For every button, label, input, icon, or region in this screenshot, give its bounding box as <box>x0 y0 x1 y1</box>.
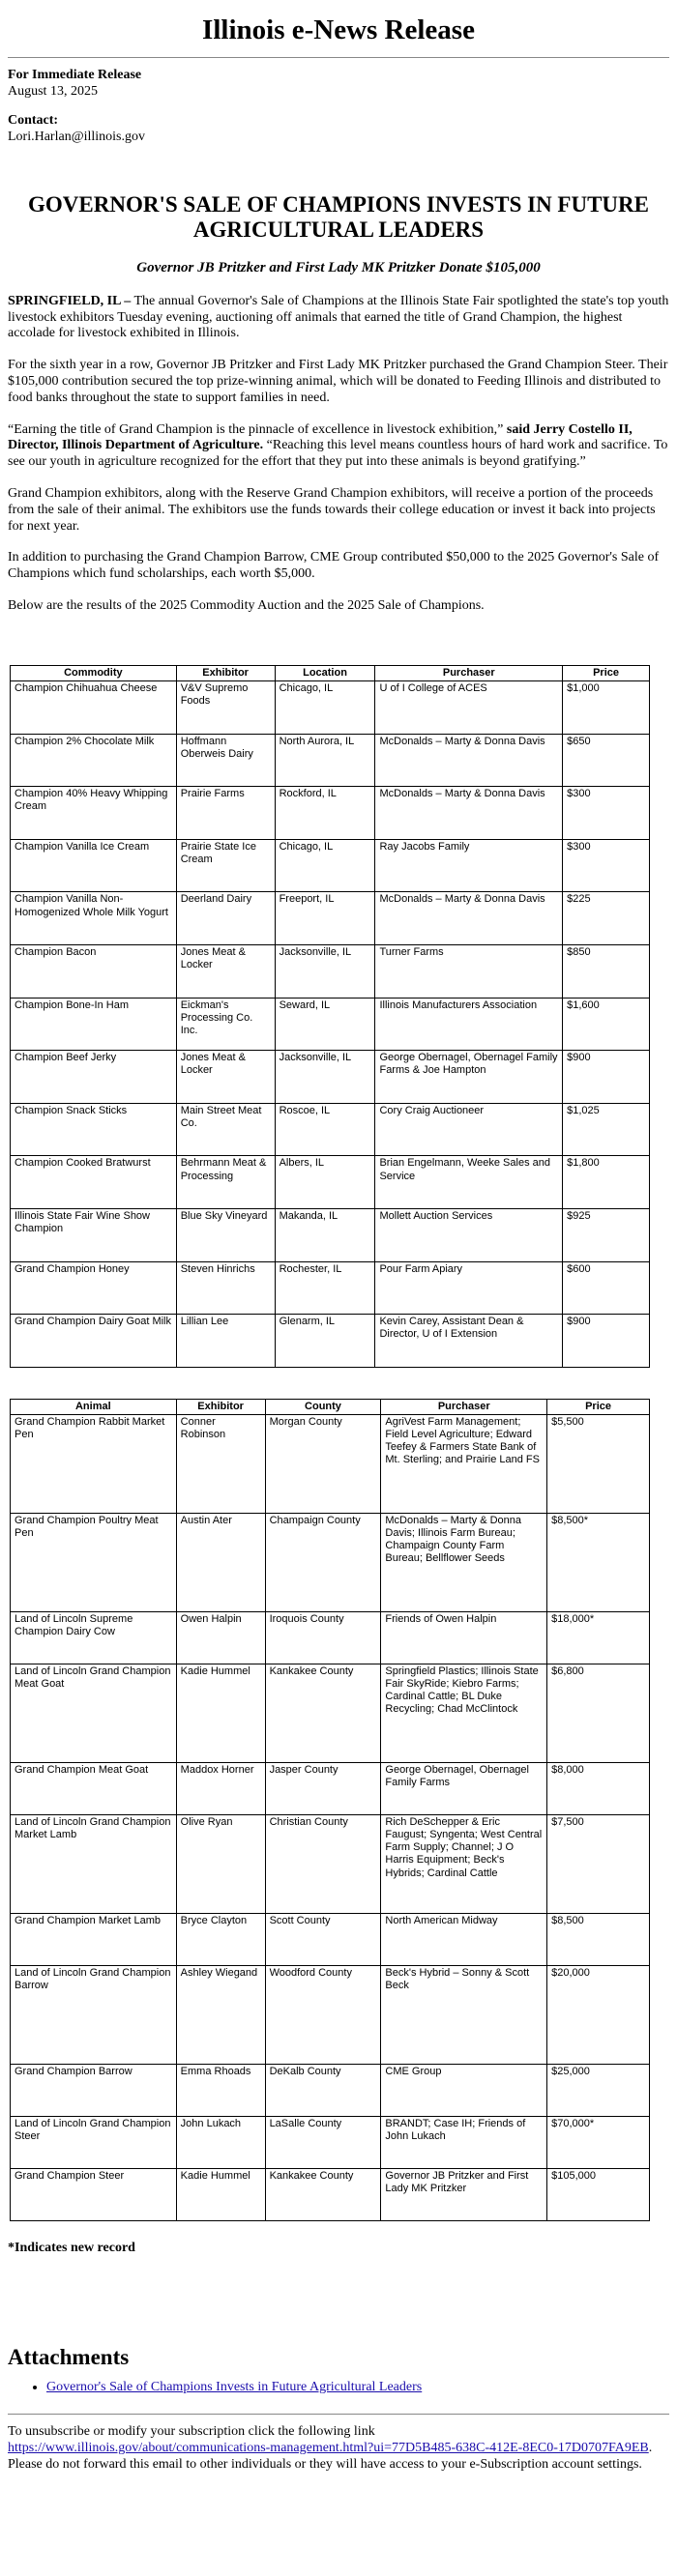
table-row <box>11 1051 650 1104</box>
paragraph-2: For the sixth year in a row, Governor JB Pritzker and First Lady MK Pritzker purchased the Grand Champion Steer. Their $105,000 contribution secured the top prize-winning animal, which will be donated to Feeding Illinois and distributed to food banks throughout the state to support families in need. <box>8 358 668 405</box>
table-cell: Woodford County <box>265 1965 381 2064</box>
table-cell: Champion Vanilla Ice Cream <box>11 839 177 892</box>
table-cell: Hoffmann Oberweis Dairy <box>176 734 275 787</box>
subheadline: Governor JB Pritzker and First Lady MK Pritzker Donate $105,000 <box>136 259 541 275</box>
commodity-auction-table <box>10 665 650 1368</box>
attachments-heading: Attachments <box>8 2344 130 2369</box>
table-cell: John Lukach <box>176 2116 265 2168</box>
column-header: Animal <box>11 1399 177 1414</box>
attachment-link[interactable]: Governor's Sale of Champions Invests in Future Agricultural Leaders <box>46 2380 423 2395</box>
table-cell: Albers, IL <box>275 1156 375 1209</box>
table-cell: Friends of Owen Halpin <box>381 1611 547 1664</box>
table-cell: Grand Champion Rabbit Market Pen <box>11 1414 177 1513</box>
paragraph-5: In addition to purchasing the Grand Champion Barrow, CME Group contributed $50,000 to the 2025 Governor's Sale of Champions which fund scholarships, each worth $5,000. <box>8 550 660 582</box>
release-meta <box>8 68 669 146</box>
column-header: Exhibitor <box>176 1399 265 1414</box>
divider <box>8 57 669 58</box>
immediate-label: For Immediate Release <box>8 67 142 82</box>
table-cell: $5,500 <box>547 1414 650 1513</box>
table-cell: Chicago, IL <box>275 681 375 735</box>
table-cell: George Obernagel, Obernagel Family Farms & Joe Hampton <box>375 1051 563 1104</box>
table-cell: North American Midway <box>381 1913 547 1965</box>
table-cell: Mollett Auction Services <box>375 1208 563 1261</box>
headline: GOVERNOR'S SALE OF CHAMPIONS INVESTS IN FUTURE AGRICULTURAL LEADERS <box>28 191 649 243</box>
table-cell: Illinois State Fair Wine Show Champion <box>11 1208 177 1261</box>
paragraph-3: “Earning the title of Grand Champion is the pinnacle of excellence in livestock exhibition,” said Jerry Costello II, Director, Illinois Department of Agriculture. “Reaching this level means countless hours of hard work and sacrifice. To see our youth in agriculture recognized for the effort that they put into these animals is beyond gratifying.” <box>8 421 668 470</box>
table-cell: Austin Ater <box>176 1513 265 1611</box>
table-cell: Grand Champion Meat Goat <box>11 1762 177 1814</box>
table-row <box>11 681 650 735</box>
table-row <box>11 1965 650 2064</box>
table-cell: Grand Champion Market Lamb <box>11 1913 177 1965</box>
table-row <box>11 892 650 945</box>
table-cell: Prairie State Ice Cream <box>176 839 275 892</box>
table-cell: Ray Jacobs Family <box>375 839 563 892</box>
table-cell: Bryce Clayton <box>176 1913 265 1965</box>
site-title: Illinois e-News Release <box>202 14 475 45</box>
table-cell: Kevin Carey, Assistant Dean & Director, U of I Extension <box>375 1315 563 1368</box>
sale-of-champions-table <box>10 1399 650 2221</box>
table-cell: $600 <box>563 1261 650 1315</box>
table-row <box>11 1156 650 1209</box>
table-cell: Owen Halpin <box>176 1611 265 1664</box>
table-cell: Maddox Horner <box>176 1762 265 1814</box>
table-cell: $900 <box>563 1315 650 1368</box>
paragraph-1: SPRINGFIELD, IL – The annual Governor's Sale of Champions at the Illinois State Fair spotlighted the state's top youth livestock exhibitors Tuesday evening, auctioning off animals that earned the title of Grand Champion, the highest accolade for livestock exhibited in Illinois. <box>8 293 669 341</box>
table-cell: $900 <box>563 1051 650 1104</box>
table-row <box>11 1513 650 1611</box>
table-row <box>11 2064 650 2116</box>
table-cell: Main Street Meat Co. <box>176 1103 275 1156</box>
table-cell: Turner Farms <box>375 944 563 998</box>
table-cell: Champion Snack Sticks <box>11 1103 177 1156</box>
table-cell: V&V Supremo Foods <box>176 681 275 735</box>
table-cell: $1,600 <box>563 998 650 1051</box>
table-cell: Brian Engelmann, Weeke Sales and Service <box>375 1156 563 1209</box>
table-cell: AgriVest Farm Management; Field Level Agriculture; Edward Teefey & Farmers State Bank of Mt. Sterling; and Prairie Land FS <box>381 1414 547 1513</box>
table-header-row <box>11 1399 650 1414</box>
table-cell: Chicago, IL <box>275 839 375 892</box>
table-cell: $925 <box>563 1208 650 1261</box>
table-cell: Glenarm, IL <box>275 1315 375 1368</box>
table-cell: Kankakee County <box>265 2168 381 2220</box>
column-header: Price <box>547 1399 650 1414</box>
table-cell: George Obernagel, Obernagel Family Farms <box>381 1762 547 1814</box>
table-cell: $1,000 <box>563 681 650 735</box>
table-cell: Steven Hinrichs <box>176 1261 275 1315</box>
table-cell: $650 <box>563 734 650 787</box>
table-cell: Christian County <box>265 1814 381 1913</box>
table-cell: Rich DeSchepper & Eric Faugust; Syngenta; West Central Farm Supply; Channel; J O Harris Equipment; Beck's Hybrids; Cardinal Cattle <box>381 1814 547 1913</box>
table-cell: Beck's Hybrid – Sonny & Scott Beck <box>381 1965 547 2064</box>
table-cell: Champion Cooked Bratwurst <box>11 1156 177 1209</box>
table-cell: $105,000 <box>547 2168 650 2220</box>
table-cell: Champion Vanilla Non-Homogenized Whole Milk Yogurt <box>11 892 177 945</box>
table-cell: Rochester, IL <box>275 1261 375 1315</box>
table-row <box>11 944 650 998</box>
table-cell: Land of Lincoln Grand Champion Steer <box>11 2116 177 2168</box>
table-cell: CME Group <box>381 2064 547 2116</box>
table-cell: Olive Ryan <box>176 1814 265 1913</box>
table-cell: Eickman's Processing Co. Inc. <box>176 998 275 1051</box>
table-cell: Blue Sky Vineyard <box>176 1208 275 1261</box>
table-cell: North Aurora, IL <box>275 734 375 787</box>
table-cell: $225 <box>563 892 650 945</box>
table-cell: Makanda, IL <box>275 1208 375 1261</box>
table-cell: Cory Craig Auctioneer <box>375 1103 563 1156</box>
divider <box>8 2414 669 2415</box>
unsubscribe-text: To unsubscribe or modify your subscription click the following link https://www.illinois.gov/about/communications-management.html?ui=77D5B485-638C-412E-8EC0-17D0707FA9EB. Please do not forward this email to other individuals or they will have access to your e-Subscription account settings. <box>8 2424 653 2472</box>
table-cell: Champion Bone-In Ham <box>11 998 177 1051</box>
table-row <box>11 998 650 1051</box>
table-cell: Grand Champion Barrow <box>11 2064 177 2116</box>
table-cell: Grand Champion Steer <box>11 2168 177 2220</box>
table-cell: McDonalds – Marty & Donna Davis <box>375 787 563 840</box>
table-cell: Behrmann Meat & Processing <box>176 1156 275 1209</box>
table-cell: Roscoe, IL <box>275 1103 375 1156</box>
table-cell: Land of Lincoln Grand Champion Meat Goat <box>11 1664 177 1762</box>
column-header: Exhibitor <box>176 665 275 680</box>
table-row <box>11 839 650 892</box>
dateline: SPRINGFIELD, IL – <box>8 293 132 308</box>
record-note: *Indicates new record <box>8 2240 135 2255</box>
table-cell: Land of Lincoln Grand Champion Market Lamb <box>11 1814 177 1913</box>
table-cell: Freeport, IL <box>275 892 375 945</box>
table-cell: $18,000* <box>547 1611 650 1664</box>
table-row <box>11 1414 650 1513</box>
table-cell: McDonalds – Marty & Donna Davis <box>375 734 563 787</box>
attachments-list <box>8 2380 669 2396</box>
table-cell: $70,000* <box>547 2116 650 2168</box>
contact-label: Contact: <box>8 113 59 129</box>
table-cell: $20,000 <box>547 1965 650 2064</box>
table-header-row <box>11 665 650 680</box>
paragraph-6: Below are the results of the 2025 Commodity Auction and the 2025 Sale of Champions. <box>8 598 485 614</box>
table-cell: Deerland Dairy <box>176 892 275 945</box>
table-cell: Prairie Farms <box>176 787 275 840</box>
release-date: August 13, 2025 <box>8 83 98 99</box>
table-cell: $25,000 <box>547 2064 650 2116</box>
table-cell: $1,025 <box>563 1103 650 1156</box>
column-header: Purchaser <box>375 665 563 680</box>
table-cell: Champion Chihuahua Cheese <box>11 681 177 735</box>
table-cell: Grand Champion Dairy Goat Milk <box>11 1315 177 1368</box>
table-cell: Champion Bacon <box>11 944 177 998</box>
table-cell: Kadie Hummel <box>176 1664 265 1762</box>
column-header: County <box>265 1399 381 1414</box>
table-cell: Conner Robinson <box>176 1414 265 1513</box>
paragraph-4: Grand Champion exhibitors, along with the Reserve Grand Champion exhibitors, will receive a portion of the proceeds from the sale of their animal. The exhibitors use the funds towards their college education or invest it back into projects for next year. <box>8 486 656 534</box>
column-header: Commodity <box>11 665 177 680</box>
table-cell: Grand Champion Poultry Meat Pen <box>11 1513 177 1611</box>
column-header: Price <box>563 665 650 680</box>
table-row <box>11 2168 650 2220</box>
table-row <box>11 1814 650 1913</box>
table-cell: Ashley Wiegand <box>176 1965 265 2064</box>
table-cell: Illinois Manufacturers Association <box>375 998 563 1051</box>
table-cell: Champion 40% Heavy Whipping Cream <box>11 787 177 840</box>
table-cell: $8,500 <box>547 1913 650 1965</box>
footer <box>8 2424 669 2473</box>
table-row <box>11 2116 650 2168</box>
table-cell: Springfield Plastics; Illinois State Fair SkyRide; Kiebro Farms; Cardinal Cattle; BL Duke Recycling; Chad McClintock <box>381 1664 547 1762</box>
table-cell: Seward, IL <box>275 998 375 1051</box>
table-cell: BRANDT; Case IH; Friends of John Lukach <box>381 2116 547 2168</box>
table-cell: Kankakee County <box>265 1664 381 1762</box>
table-cell: LaSalle County <box>265 2116 381 2168</box>
table-cell: Land of Lincoln Supreme Champion Dairy Cow <box>11 1611 177 1664</box>
table-cell: Jacksonville, IL <box>275 944 375 998</box>
table-cell: Lillian Lee <box>176 1315 275 1368</box>
table-cell: Jones Meat & Locker <box>176 1051 275 1104</box>
table-row <box>11 1208 650 1261</box>
table-cell: Champaign County <box>265 1513 381 1611</box>
table-cell: Jones Meat & Locker <box>176 944 275 998</box>
table-cell: $6,800 <box>547 1664 650 1762</box>
table-cell: $300 <box>563 787 650 840</box>
table-cell: $300 <box>563 839 650 892</box>
table-cell: Champion Beef Jerky <box>11 1051 177 1104</box>
table-cell: Champion 2% Chocolate Milk <box>11 734 177 787</box>
column-header: Purchaser <box>381 1399 547 1414</box>
table-cell: $1,800 <box>563 1156 650 1209</box>
table-cell: McDonalds – Marty & Donna Davis; Illinois Farm Bureau; Champaign County Farm Bureau; Bellflower Seeds <box>381 1513 547 1611</box>
table-cell: U of I College of ACES <box>375 681 563 735</box>
table-row <box>11 1315 650 1368</box>
table-row <box>11 1664 650 1762</box>
table-row <box>11 1913 650 1965</box>
table-cell: Iroquois County <box>265 1611 381 1664</box>
table-row <box>11 1762 650 1814</box>
attachment-item <box>46 2380 669 2396</box>
unsubscribe-link[interactable]: https://www.illinois.gov/about/communications-management.html?ui=77D5B485-638C-412E-8EC0-17D0707FA9EB <box>8 2440 649 2455</box>
column-header: Location <box>275 665 375 680</box>
table-cell: Grand Champion Honey <box>11 1261 177 1315</box>
table-row <box>11 1103 650 1156</box>
table-cell: McDonalds – Marty & Donna Davis <box>375 892 563 945</box>
table-cell: $7,500 <box>547 1814 650 1913</box>
table-cell: $850 <box>563 944 650 998</box>
table-cell: Scott County <box>265 1913 381 1965</box>
table-row <box>11 1261 650 1315</box>
contact-email: Lori.Harlan@illinois.gov <box>8 130 145 145</box>
table-cell: DeKalb County <box>265 2064 381 2116</box>
table-cell: $8,500* <box>547 1513 650 1611</box>
table-cell: Emma Rhoads <box>176 2064 265 2116</box>
table-cell: $8,000 <box>547 1762 650 1814</box>
table-row <box>11 787 650 840</box>
table-cell: Rockford, IL <box>275 787 375 840</box>
table-row <box>11 1611 650 1664</box>
table-cell: Morgan County <box>265 1414 381 1513</box>
quote-speaker: said Jerry Costello II, Director, Illinois Department of Agriculture. <box>8 421 633 453</box>
table-cell: Governor JB Pritzker and First Lady MK Pritzker <box>381 2168 547 2220</box>
table-cell: Kadie Hummel <box>176 2168 265 2220</box>
table-cell: Pour Farm Apiary <box>375 1261 563 1315</box>
table-cell: Land of Lincoln Grand Champion Barrow <box>11 1965 177 2064</box>
table-cell: Jacksonville, IL <box>275 1051 375 1104</box>
table-row <box>11 734 650 787</box>
table-cell: Jasper County <box>265 1762 381 1814</box>
